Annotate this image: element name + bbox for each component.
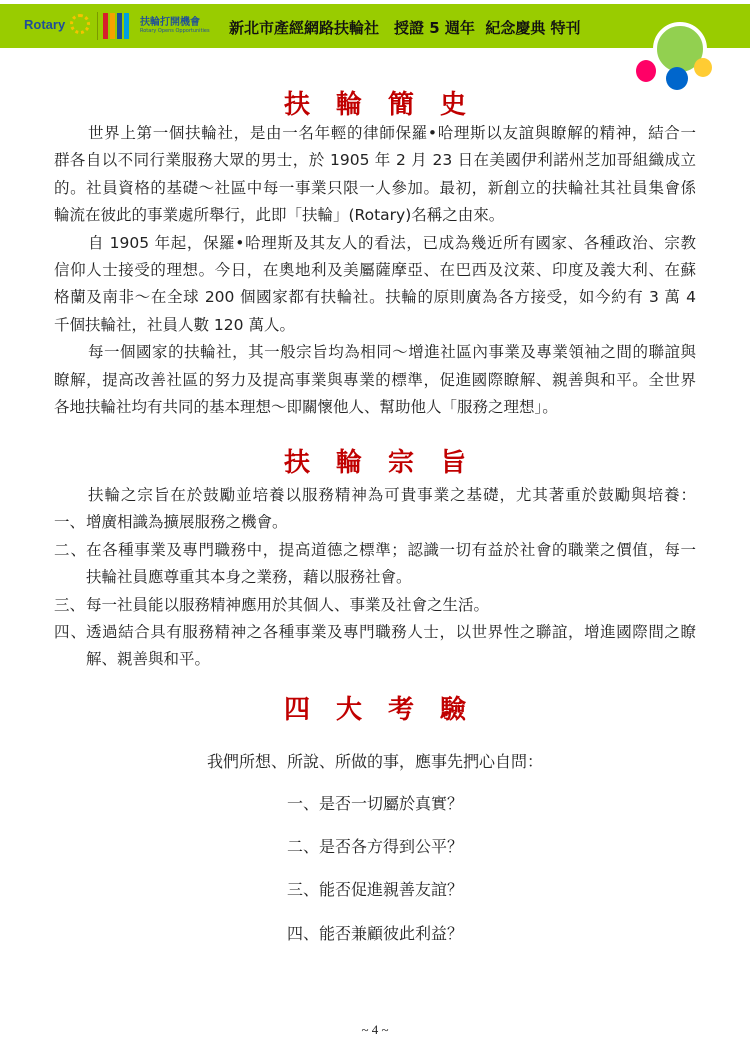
section-title-objects: 扶輪宗旨 xyxy=(283,448,492,478)
list-text: 解、親善與和平。 xyxy=(86,650,211,669)
section-title-four-way-test: 四大考驗 xyxy=(283,695,492,725)
decor-pink-circle xyxy=(636,60,656,82)
text-line: 瞭解，提高改善社區的努力及提高事業與專業的標準，促進國際瞭解、親善與和平。全世界 xyxy=(54,370,696,389)
four-way-test-intro: 我們所想、所說、所做的事，應事先捫心自問： xyxy=(206,752,543,771)
header-title: 新北市產經網路扶輪社 授證 5 週年 紀念慶典 特刊 xyxy=(229,19,581,37)
list-number: 三、 xyxy=(54,595,86,614)
list-text: 透過結合具有服務精神之各種事業及專門職務人士，以世界性之聯誼，增進國際間之瞭 xyxy=(86,622,696,641)
rotary-wheel-icon xyxy=(70,14,90,34)
list-item-line xyxy=(54,509,696,536)
list-number: 四、 xyxy=(54,622,86,641)
header-bar xyxy=(0,4,750,48)
text-line: 扶輪之宗旨在於鼓勵並培養以服務精神為可貴事業之基礎，尤其著重於鼓勵與培養： xyxy=(88,486,696,504)
text-line: 世界上第一個扶輪社，是由一名年輕的律師保羅•哈理斯以友誼與瞭解的精神，結合一 xyxy=(88,124,696,142)
history-body xyxy=(54,120,696,421)
text-line: 各地扶輪社均有共同的基本理想～即關懷他人、幫助他人「服務之理想」。 xyxy=(54,397,558,416)
decor-yellow-circle xyxy=(694,58,712,77)
list-item-line xyxy=(54,564,696,591)
four-way-test-question: 三、能否促進親善友誼？ xyxy=(286,880,463,899)
four-way-test-question: 一、是否一切屬於真實？ xyxy=(286,794,463,813)
list-text: 扶輪社員應尊重其本身之業務，藉以服務社會。 xyxy=(86,568,412,587)
four-way-test-question: 二、是否各方得到公平？ xyxy=(286,837,463,856)
divider xyxy=(97,12,98,40)
section-title-history: 扶輪簡史 xyxy=(283,90,492,120)
objects-body xyxy=(54,482,696,674)
text-line: 千個扶輪社，社員人數 120 萬人。 xyxy=(54,315,295,334)
text-line: 的。社員資格的基礎～社區中每一事業只限一人參加。最初，新創立的扶輪社其社員集會係 xyxy=(54,178,696,197)
list-item-line xyxy=(54,537,696,564)
theme-logo: 扶輪打開機會 Rotary Opens Opportunities xyxy=(140,17,210,34)
rotary-logo-text: Rotary xyxy=(24,17,66,32)
list-number: 二、 xyxy=(54,540,86,559)
list-item-line xyxy=(54,619,696,646)
list-text: 增廣相識為擴展服務之機會。 xyxy=(86,513,288,532)
list-number: 一、 xyxy=(54,513,86,532)
text-line: 信仰人士接受的理想。今日，在奧地利及美屬薩摩亞、在巴西及汶萊、印度及義大利、在蘇 xyxy=(54,260,696,279)
text-line: 群各自以不同行業服務大眾的男士，於 1905 年 2 月 23 日在美國伊利諾州芝加哥組織成立 xyxy=(54,151,696,170)
doors-logo-icon xyxy=(103,13,131,43)
list-text: 每一社員能以服務精神應用於其個人、事業及社會之生活。 xyxy=(86,595,490,614)
page-number: ~ 4 ~ xyxy=(361,1022,389,1037)
text-line: 自 1905 年起，保羅•哈理斯及其友人的看法，已成為幾近所有國家、各種政治、宗教 xyxy=(88,233,696,252)
text-line: 輪流在彼此的事業處所舉行，此即「扶輪」(Rotary)名稱之由來。 xyxy=(54,206,505,225)
text-line: 每一個國家的扶輪社，其一般宗旨均為相同～增進社區內事業及專業領袖之間的聯誼與 xyxy=(88,343,696,362)
four-way-test-question: 四、能否兼顧彼此利益？ xyxy=(286,924,463,943)
list-item-line xyxy=(54,646,696,673)
list-item-line xyxy=(54,592,696,619)
list-text: 在各種事業及專門職務中，提高道德之標準；認識一切有益於社會的職業之價值，每一 xyxy=(86,540,696,559)
text-line: 格蘭及南非～在全球 200 個國家都有扶輪社。扶輪的原則廣為各方接受，如今約有 3 萬 4 xyxy=(54,288,696,307)
